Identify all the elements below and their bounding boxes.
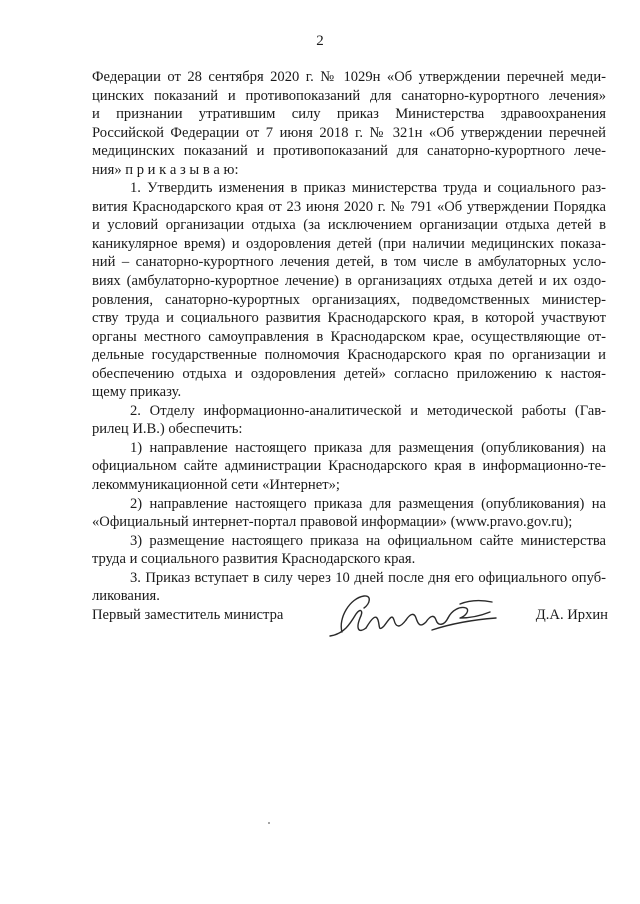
text-line-order-clause: ния» п р и к а з ы в а ю: [92, 161, 239, 178]
subitem-3-start: 3) размещение настоящего приказа на официальном сайте министерства [130, 532, 606, 549]
paragraph-3-start: 3. Приказ вступает в силу через 10 дней после дня его официального опуб- [130, 569, 606, 586]
text-line: «Официальный интернет-портал правовой информации» (www.pravo.gov.ru); [92, 514, 573, 531]
text-line: ровления, санаторно-курортных организациях, подведомственных министер- [92, 291, 606, 308]
text-line: труда и социального развития Краснодарского края. [92, 551, 416, 568]
text-line: вития Краснодарского края от 23 июня 2020 г. № 791 «Об утверждении Порядка [92, 198, 606, 215]
text-line: и условий организации отдыха (за исключением организации отдыха детей в [92, 217, 606, 234]
text-line: виях (амбулаторно-курортное лечение) в организациях отдыха детей и их оздо- [92, 273, 606, 290]
text-line: обеспечению отдыха и оздоровления детей» согласно приложению к настоя- [92, 365, 606, 382]
order-body-text [92, 68, 606, 606]
signatory-position: Первый заместитель министра [92, 607, 284, 623]
text-line: щему приказу. [92, 384, 182, 401]
page-number: 2 [316, 33, 324, 49]
paragraph-1-start: 1. Утвердить изменения в приказ министерства труда и социального раз- [130, 180, 606, 197]
signature-block [92, 588, 608, 648]
text-line: рилец И.В.) обеспечить: [92, 421, 243, 438]
text-line: органы местного самоуправления в Краснодарском крае, осуществляющие от- [92, 328, 606, 345]
text-line: и признании утратившим силу приказ Министерства здравоохранения [92, 106, 606, 123]
text-line: дельные государственные полномочия Краснодарского края по организации и [92, 347, 606, 364]
text-line: Федерации от 28 сентября 2020 г. № 1029н «Об утверждении перечней меди- [92, 69, 606, 85]
text-line: официальном сайте администрации Краснодарского края в информационно-те- [92, 458, 606, 475]
subitem-1-start: 1) направление настоящего приказа для размещения (опубликования) на [130, 439, 606, 456]
text-line: каникулярное время) и оздоровления детей (при наличии медицинских показа- [92, 235, 606, 252]
text-line: ликования. [92, 588, 160, 605]
text-line: цинских показаний и противопоказаний для санаторно-курортного лечения» [92, 87, 606, 104]
text-line: Российской Федерации от 7 июня 2018 г. № 321н «Об утверждении перечней [92, 124, 606, 141]
handwritten-signature [320, 588, 510, 644]
subitem-2-start: 2) направление настоящего приказа для размещения (опубликования) на [130, 495, 606, 512]
text-line: ству труда и социального развития Краснодарского края, в которой участвуют [92, 310, 606, 327]
text-line: лекоммуникационной сети «Интернет»; [92, 477, 340, 494]
paragraph-2-start: 2. Отделу информационно-аналитической и методической работы (Гав- [130, 402, 606, 419]
signatory-name: Д.А. Ирхин [535, 607, 608, 623]
text-line: медицинских показаний и противопоказаний для санаторно-курортного лече- [92, 143, 606, 160]
text-line: ний – санаторно-курортного лечения детей, в том числе в амбулаторных усло- [92, 254, 606, 271]
scan-speck [268, 822, 270, 824]
